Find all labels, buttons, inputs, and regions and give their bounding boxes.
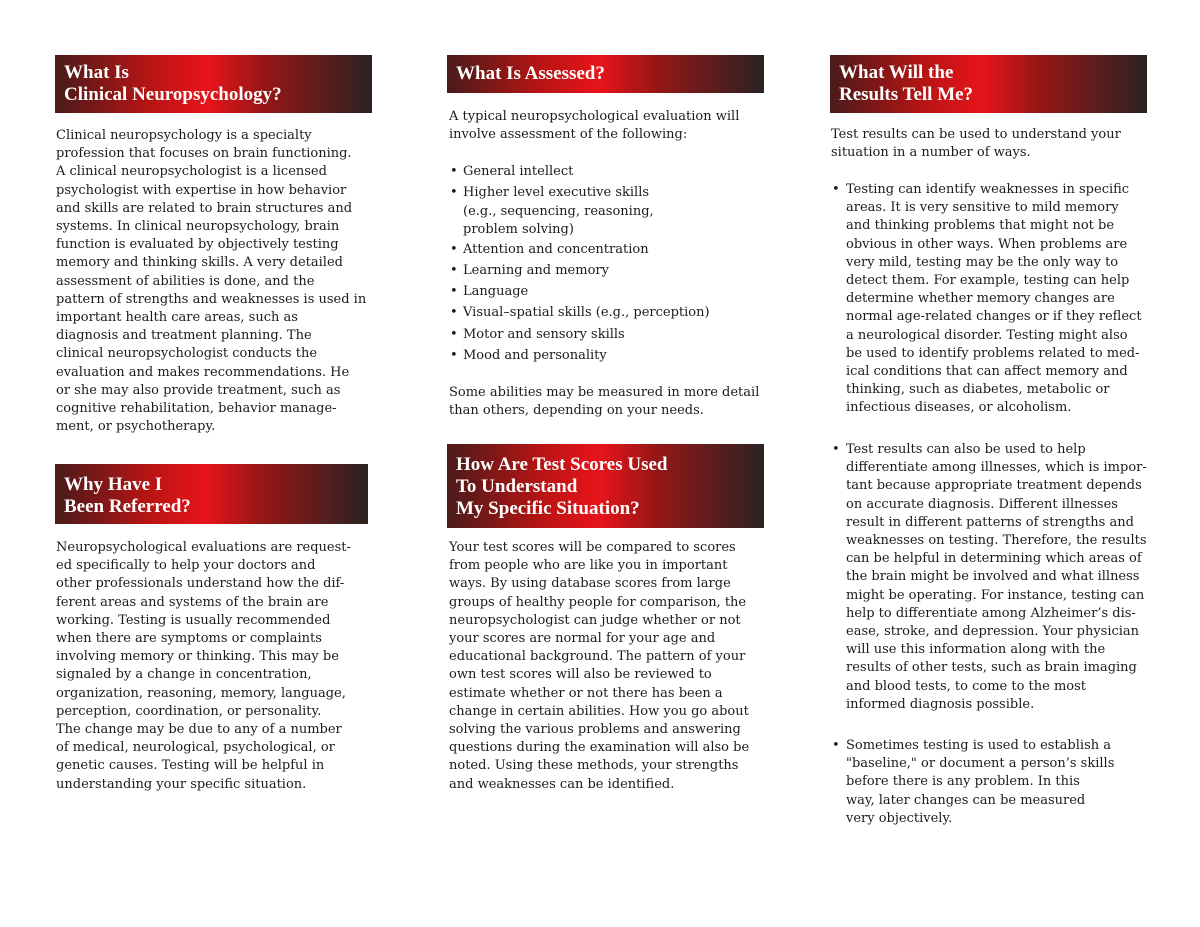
list-item bbox=[449, 239, 767, 260]
heading-line: What Is bbox=[64, 62, 129, 83]
bullet: • bbox=[450, 263, 458, 279]
list-item bbox=[831, 441, 1151, 714]
bullet: • bbox=[832, 738, 840, 753]
list-item-text: Higher level executive skills bbox=[463, 185, 650, 201]
list-item bbox=[831, 737, 1151, 828]
list-item-text: Testing can identify weaknesses in specific areas. It is very sensitive to mild memory and thinking problems that might not be obvious in other ways. When problems are very mild, testing may be the only way to detect them. For example, testing can help determine whether memory changes are normal age-related changes or if they reflect a neurological disorder. Testing might also be used to identify problems related to med- ical conditions that can affect memory and thinking, such as diabetes, metabolic or infectious diseases, or alcoholism. bbox=[846, 182, 1142, 416]
bullet: • bbox=[450, 185, 458, 201]
list-item-text: Learning and memory bbox=[463, 263, 609, 279]
list-item-text: Language bbox=[463, 284, 529, 300]
list-item bbox=[449, 161, 767, 182]
bullet: • bbox=[832, 442, 840, 457]
list-item bbox=[831, 181, 1151, 418]
list-item-text: General intellect bbox=[463, 164, 574, 179]
bullet: • bbox=[450, 326, 458, 342]
heading-line: To Understand bbox=[456, 476, 578, 497]
bullet: • bbox=[450, 284, 458, 300]
clinical-neuropsychology-paragraph: Clinical neuropsychology is a specialty profession that focuses on brain functioning. A clinical neuropsychologist is a licensed psychologist with expertise in how behavior and skills are related to brain structures and systems. In clinical neuropsychology, brain function is evaluated by objectively testing memory and thinking skills. A very detailed assessment of abilities is done, and the pattern of strengths and weaknesses is used in important health care areas, such as diagnosis and treatment planning. The clinical neuropsychologist conducts the evaluation and makes recommendations. He or she may also provide treatment, such as cognitive rehabilitation, behavior manage- ment, or psychotherapy. bbox=[56, 128, 367, 435]
how-are-test-scores-used-heading bbox=[447, 444, 764, 528]
test-scores-paragraph: Your test scores will be compared to scores from people who are like you in important ways. By using database scores from large groups of healthy people for comparison, the neuropsychologist can judge whether or not your scores are normal for your age and educational background. The pattern of your own test scores will also be reviewed to estimate whether or not there has been a change in certain abilities. How you go about solving the various problems and answering questions during the examination will also be noted. Using these methods, your strengths and weaknesses can be identified. bbox=[449, 540, 750, 792]
list-item bbox=[449, 281, 767, 302]
heading-line: Results Tell Me? bbox=[839, 84, 974, 105]
list-item-subtext: (e.g., sequencing, reasoning, problem solving) bbox=[463, 204, 654, 238]
what-will-the-results-tell-me-heading bbox=[830, 55, 1147, 113]
bullet: • bbox=[450, 164, 458, 179]
list-item bbox=[449, 345, 767, 366]
list-item-text: Motor and sensory skills bbox=[463, 326, 625, 342]
bullet: • bbox=[450, 305, 458, 321]
heading-line: My Specific Situation? bbox=[456, 498, 640, 519]
heading-line: Why Have I bbox=[64, 474, 163, 495]
heading-line: What Will the bbox=[839, 62, 954, 83]
heading-line: Been Referred? bbox=[64, 496, 191, 517]
referral-paragraph: Neuropsychological evaluations are request- ed specifically to help your doctors and other professionals understand how the dif- ferent areas and systems of the brain are working. Testing is usually recommended when there are symptoms or complaints involving memory or thinking. This may be signaled by a change in concentration, organization, reasoning, memory, language, perception, coordination, or personality. The change may be due to any of a number of medical, neurological, psychological, or genetic causes. Testing will be helpful in understanding your specific situation. bbox=[56, 540, 351, 792]
list-item bbox=[449, 182, 767, 239]
why-have-i-been-referred-heading bbox=[55, 464, 368, 524]
list-item-text: Test results can also be used to help differentiate among illnesses, which is impor- tant because appropriate treatment depends on accurate diagnosis. Different illnesses result in different patterns of strengths and weaknesses on testing. Therefore, the results can be helpful in determining which areas of the brain might be involved and what illness might be operating. For instance, testing can help to differentiate among Alzheimer’s dis- ease, stroke, and depression. Your physician will use this information along with the results of other tests, such as brain imaging and blood tests, to come to the most informed diagnosis possible. bbox=[846, 442, 1147, 712]
list-item-text: Visual–spatial skills (e.g., perception) bbox=[463, 305, 710, 321]
list-item-text: Attention and concentration bbox=[463, 242, 649, 258]
bullet: • bbox=[832, 182, 840, 197]
list-item-text: Sometimes testing is used to establish a "baseline," or document a person’s skills before there is any problem. In this way, later changes can be measured very objectively. bbox=[846, 738, 1115, 826]
results-intro: Test results can be used to understand your situation in a number of ways. bbox=[831, 127, 1121, 161]
list-item bbox=[449, 260, 767, 281]
assessment-outro: Some abilities may be measured in more detail than others, depending on your needs. bbox=[449, 385, 760, 419]
heading-line: How Are Test Scores Used bbox=[456, 454, 668, 475]
bullet: • bbox=[450, 347, 458, 363]
list-item bbox=[449, 302, 767, 323]
heading-line: What Is Assessed? bbox=[456, 63, 605, 84]
list-item-text: Mood and personality bbox=[463, 347, 607, 363]
assessment-intro: A typical neuropsychological evaluation will involve assessment of the following: bbox=[449, 109, 740, 143]
heading-line: Clinical Neuropsychology? bbox=[64, 84, 282, 105]
list-item bbox=[449, 324, 767, 345]
what-is-assessed-heading bbox=[447, 55, 764, 93]
assessment-list bbox=[449, 161, 767, 366]
what-is-clinical-neuropsychology-heading bbox=[55, 55, 372, 113]
bullet: • bbox=[450, 242, 458, 258]
